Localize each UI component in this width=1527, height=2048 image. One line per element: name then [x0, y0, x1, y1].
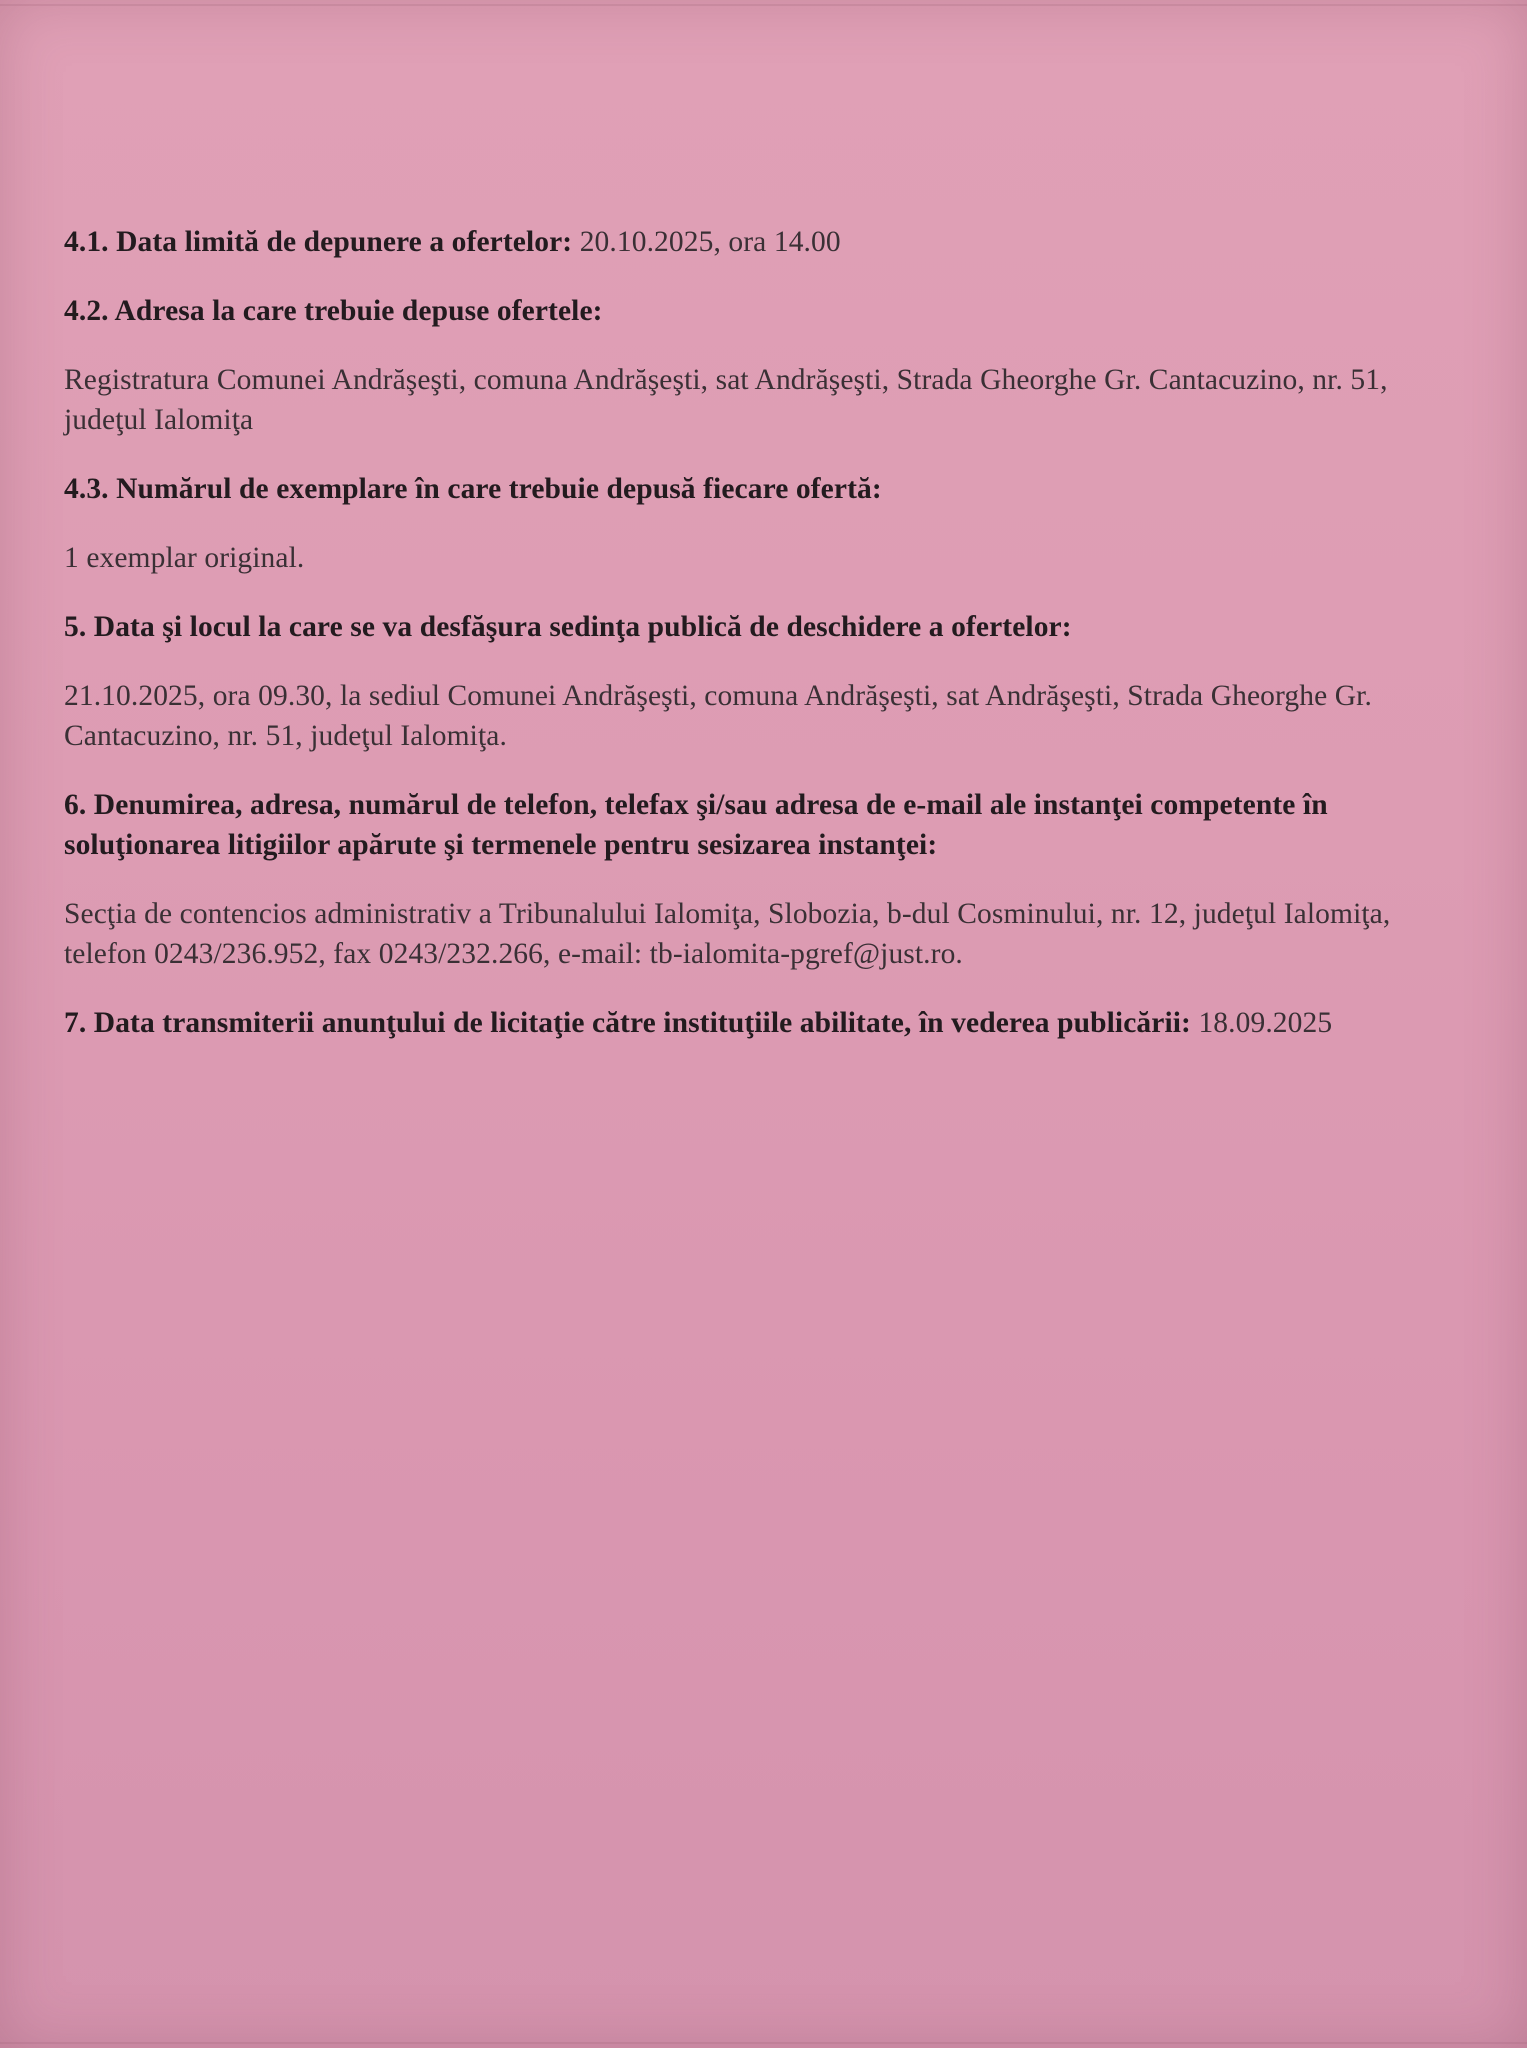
paper-edge-top: [0, 4, 1527, 6]
section-4-3-body-line: 1 exemplar original.: [64, 542, 305, 574]
section-6-body-line-1: Secţia de contencios administrativ a Tribunalului Ialomiţa, Slobozia, b-dul Cosminului, nr. 12, judeţul Ialomiţa,: [64, 898, 1391, 930]
document-content: [64, 222, 1484, 1072]
section-7-value: 18.09.2025: [1190, 1007, 1333, 1039]
section-4-3-body: [64, 538, 1484, 578]
section-4-2-body: [64, 360, 1484, 440]
section-4-3-heading-block: [64, 469, 1484, 509]
section-6-heading-block: [64, 785, 1484, 865]
section-4-1: [64, 222, 1484, 262]
section-7-heading: 7. Data transmiterii anunţului de licitaţie către instituţiile abilitate, în vederea publicării:: [64, 1007, 1191, 1039]
section-4-3-heading: 4.3. Numărul de exemplare în care trebuie depusă fiecare ofertă:: [64, 473, 882, 505]
section-7-line: [64, 1003, 1484, 1043]
section-5-body-line-2: Cantacuzino, nr. 51, judeţul Ialomiţa.: [64, 720, 507, 752]
section-4-2-heading: 4.2. Adresa la care trebuie depuse ofertele:: [64, 295, 603, 327]
section-5-body-line-1: 21.10.2025, ora 09.30, la sediul Comunei Andrăşeşti, comuna Andrăşeşti, sat Andrăşeşti, Strada Gheorghe Gr.: [64, 680, 1372, 712]
section-6-heading-line-1: 6. Denumirea, adresa, numărul de telefon, telefax şi/sau adresa de e-mail ale instanţei competente în: [64, 789, 1328, 821]
section-6-body: [64, 894, 1484, 974]
section-6-heading-line-2: soluţionarea litigiilor apărute şi termenele pentru sesizarea instanţei:: [64, 829, 938, 861]
paper-edge-bottom: [0, 2042, 1527, 2044]
section-7: [64, 1003, 1484, 1043]
section-5-body: [64, 676, 1484, 756]
section-6-body-line-2: telefon 0243/236.952, fax 0243/232.266, e-mail: tb-ialomita-pgref@just.ro.: [64, 938, 963, 970]
section-4-2-body-line-2: judeţul Ialomiţa: [64, 404, 254, 436]
section-4-1-value: 20.10.2025, ora 14.00: [572, 226, 841, 258]
section-4-1-heading: 4.1. Data limită de depunere a ofertelor:: [64, 226, 573, 258]
section-5-heading: 5. Data şi locul la care se va desfăşura sedinţa publică de deschidere a ofertelor:: [64, 611, 1072, 643]
section-5-heading-block: [64, 607, 1484, 647]
section-4-2-heading-block: [64, 291, 1484, 331]
section-4-2-body-line-1: Registratura Comunei Andrăşeşti, comuna Andrăşeşti, sat Andrăşeşti, Strada Gheorghe Gr. Cantacuzino, nr. 51,: [64, 364, 1388, 396]
section-4-1-line: [64, 222, 1484, 262]
